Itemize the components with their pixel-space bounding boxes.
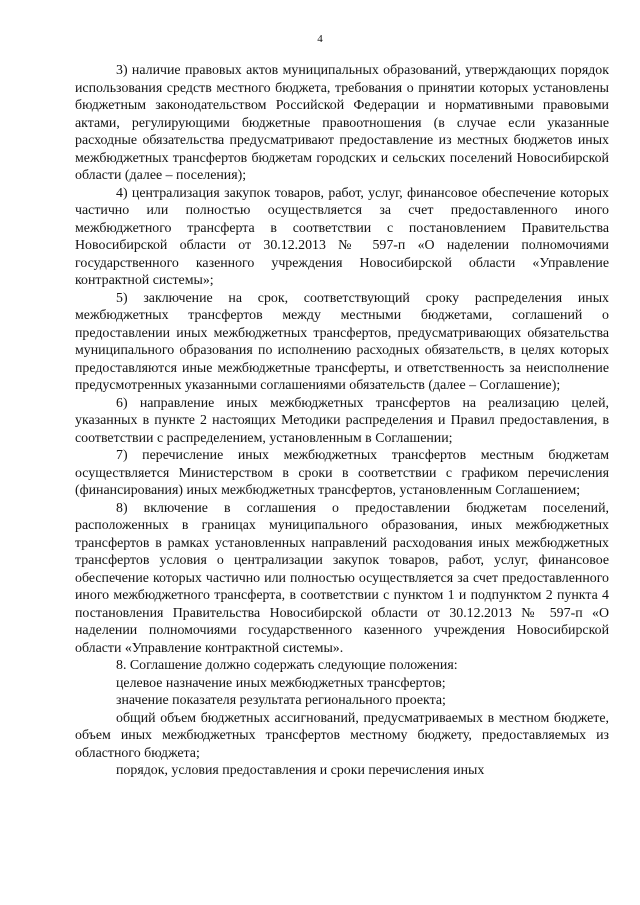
agreement-provision: значение показателя результата регионального проекта; — [116, 693, 446, 708]
agreement-provision: порядок, условия предоставления и сроки перечисления иных — [116, 763, 485, 778]
paragraph-item-5: 5) заключение на срок, соответствующий сроку распределения иных межбюджетных трансфертов между местными бюджетами, соглашений о предоставлении иных межбюджетных трансфертов, предусматривающих обязательства муниципального образования по исполнению расходных обязательств, в целях которых предоставляются иные межбюджетные трансферты, и ответственность за неисполнение предусмотренных указанными соглашениями обязательств (далее – Соглашение); — [75, 290, 609, 393]
paragraph-item-8: 8) включение в соглашения о предоставлении бюджетам поселений, расположенных в границах муниципального образования, иных межбюджетных трансфертов в рамках установленных направлений расходования иных межбюджетных трансфертов условия о централизации закупок товаров, работ, услуг, финансовое обеспечение которых частично или полностью осуществляется за счет предоставленного иного межбюджетного трансферта, в соответствии с пунктом 1 и подпунктом 2 пункта 4 постановления Правительства Новосибирской области от 30.12.2013 № 597-п «О наделении полномочиями государственного казенного учреждения Новосибирской области «Управление контрактной системы». — [75, 500, 609, 656]
paragraph-item-7: 7) перечисление иных межбюджетных трансфертов местным бюджетам осуществляется Министерством в сроки в соответствии с графиком перечисления (финансирования) иных межбюджетных трансфертов, установленным Соглашением; — [75, 448, 609, 498]
section-8-heading: 8. Соглашение должно содержать следующие положения: — [116, 658, 458, 673]
agreement-provision: целевое назначение иных межбюджетных трансфертов; — [116, 675, 446, 691]
paragraph-item-4: 4) централизация закупок товаров, работ, услуг, финансовое обеспечение которых частично или полностью осуществляется за счет предоставленного иного межбюджетного трансферта в соответствии с постановлением Правительства Новосибирской области от 30.12.2013 № 597-п «О наделении полномочиями государственного казенного учреждения Новосибирской области «Управление контрактной системы»; — [75, 185, 609, 288]
paragraph-item-3: 3) наличие правовых актов муниципальных образований, утверждающих порядок использования средств местного бюджета, требования о принятии которых установлены бюджетным законодательством Российской Федерации и нормативными правовыми актами, регулирующими бюджетные правоотношения (в случае если указанные расходные обязательства предусматривают предоставление из местных бюджетов иных межбюджетных трансфертов бюджетам городских и сельских поселений Новосибирской области (далее – поселения); — [75, 63, 609, 183]
paragraph-item-6: 6) направление иных межбюджетных трансфертов на реализацию целей, указанных в пункте 2 настоящих Методики распределения и Правил предоставления, в соответствии с распределением, установленным в Соглашении; — [75, 395, 609, 446]
document-body — [75, 62, 609, 780]
page-number: 4 — [317, 33, 323, 45]
agreement-provision: общий объем бюджетных ассигнований, предусматриваемых в местном бюджете, объем иных межбюджетных трансфертов местному бюджету, предоставляемых из областного бюджета; — [75, 710, 609, 761]
